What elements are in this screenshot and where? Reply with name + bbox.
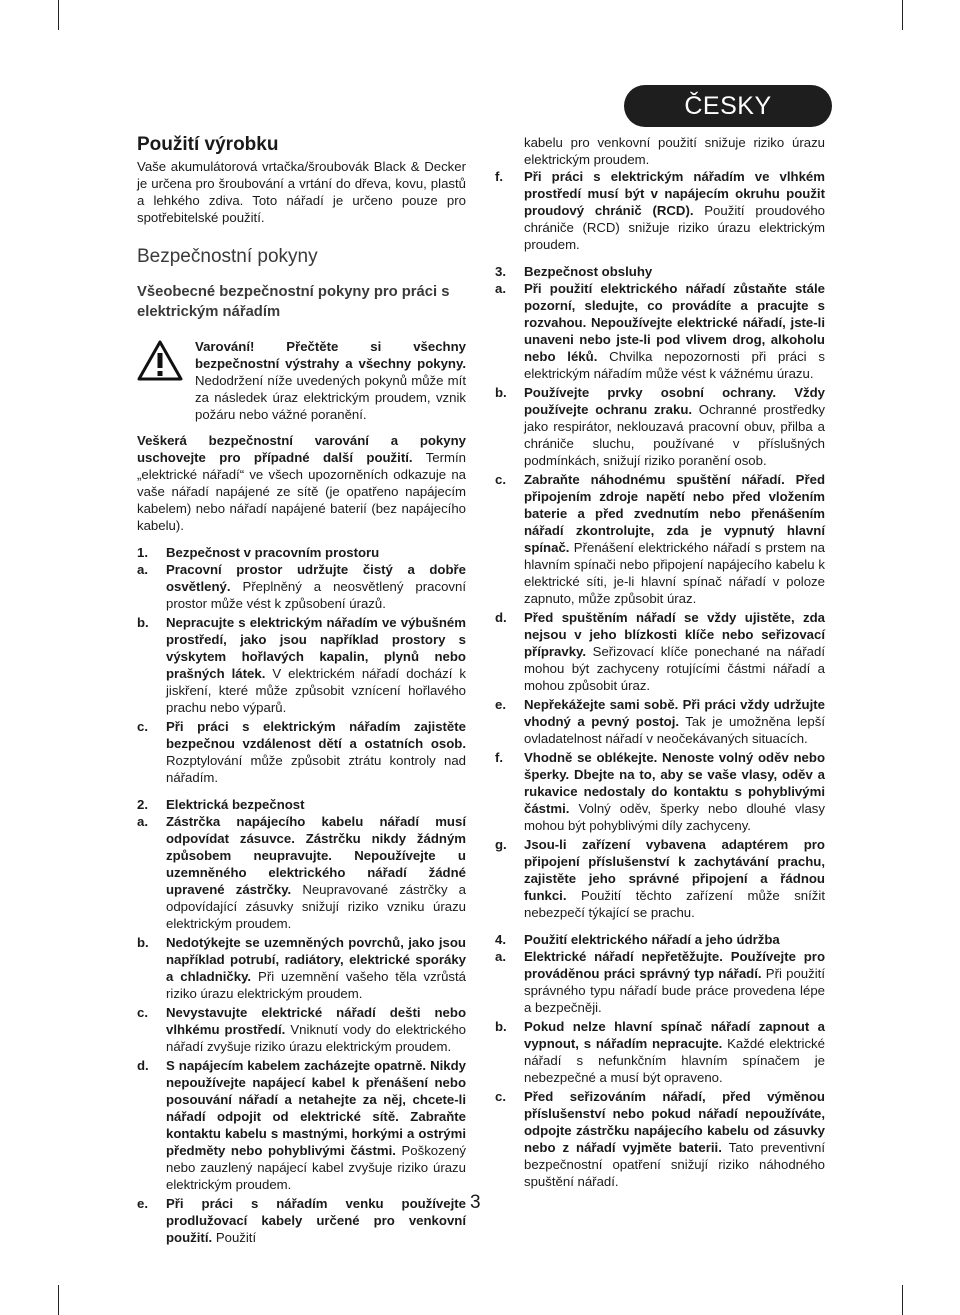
item-bold-text: Elektrické nářadí nepřetěžujte. Používejte pro prováděnou práci správný typ nářadí.	[524, 949, 825, 981]
warning-text: Nedodržení níže uvedených pokynů může mít za následek úraz elektrickým proudem, vznik požáru nebo vážné poranění.	[195, 373, 466, 422]
keep-text: Termín „elektrické nářadí“ ve všech upozorněních odkazuje na vaše nářadí napájené ze sítě (je opatřeno napájecím kabelem) nebo nářadí napájené baterií (bez napájecího kabelu).	[137, 450, 466, 533]
list-item	[137, 1004, 466, 1055]
item-text	[524, 471, 825, 607]
title-safety: Bezpečnostní pokyny	[137, 246, 318, 267]
item-label: c.	[137, 719, 148, 734]
item-body-text: Tato preventivní bezpečnostní opatření snižují riziko náhodného spuštění nářadí.	[524, 1140, 825, 1189]
item-body-text: Poškozený nebo zauzlený napájecí kabel zvyšuje riziko úrazu elektrickým proudem.	[166, 1143, 466, 1192]
section-number: 1.	[137, 545, 148, 560]
warning-paragraph	[195, 338, 466, 423]
item-bold-text: Pracovní prostor udržujte čistý a dobře osvětlený.	[166, 562, 466, 594]
item-bold-text: Před seřizováním nářadí, před výměnou příslušenství nebo pokud nářadí nepoužíváte, odpojte zástrčku napájecího kabelu od zásuvky nebo z nářadí vyjměte baterii.	[524, 1089, 825, 1155]
list-item	[495, 168, 825, 253]
section-number: 2.	[137, 797, 148, 812]
item-bold-text: S napájecím kabelem zacházejte opatrně. Nikdy nepoužívejte napájecí kabel k přenášení nebo posouvání nářadí a netahejte za něj, chcete-li nářadí odpojit od elektrické sítě. Zabraňte kontaktu kabelu s mastnými, horkými a ostrými předměty nebo pohyblivými částmi.	[166, 1058, 466, 1158]
item-bold-text: Při práci s nářadím venku používejte prodlužovací kabely určené pro venkovní použití.	[166, 1196, 466, 1245]
item-bold-text: Používejte prvky osobní ochrany. Vždy používejte ochranu zraku.	[524, 385, 825, 417]
list-item	[495, 836, 825, 921]
list-item	[495, 1018, 825, 1086]
list-item	[495, 471, 825, 607]
item-body-text: Použití	[212, 1230, 257, 1245]
warning-bold-text: Varování! Přečtěte si všechny bezpečnostní výstrahy a všechny pokyny.	[195, 339, 466, 371]
item-text	[524, 749, 825, 834]
item-bold-text: Pokud nelze hlavní spínač nářadí zapnout a vypnout, s nářadím nepracujte.	[524, 1019, 825, 1051]
item-label: c.	[495, 1089, 506, 1104]
item-body-text: Při použití správného typu nářadí bude práce provedena lépe a bezpečněji.	[524, 966, 825, 1015]
item-body-text: Rozptylování může způsobit ztrátu kontroly nad nářadím.	[166, 753, 466, 785]
item-body-text: Seřizovací klíče ponechané na nářadí mohou být zachyceny rotujícími částmi nářadí a mohou způsobit úraz.	[524, 644, 825, 693]
list-item	[137, 934, 466, 1002]
item-body-text: Přeplněný a neosvětlený pracovní prostor může vést k způsobení úrazů.	[166, 579, 466, 611]
item-label: a.	[137, 562, 148, 577]
item-bold-text: Vhodně se oblékejte. Nenoste volný oděv nebo šperky. Dbejte na to, aby se vaše vlasy, oděv a rukavice nedostaly do kontaktu s pohyblivými částmi.	[524, 750, 825, 816]
item-label: f.	[495, 750, 504, 765]
list-item	[495, 1088, 825, 1190]
crop-mark	[58, 1285, 59, 1315]
list-item	[137, 1057, 466, 1193]
section-title: Elektrická bezpečnost	[166, 797, 305, 812]
item-text	[166, 934, 466, 1002]
keep-bold-text: Veškerá bezpečnostní varování a pokyny uschovejte pro případné další použití.	[137, 433, 466, 465]
item-text	[166, 718, 466, 786]
continuation-text: kabelu pro venkovní použití snižuje riziko úrazu elektrickým proudem.	[524, 135, 825, 167]
item-body-text: Chvilka nepozornosti při práci s elektrickým nářadím může vést k vážnému úrazu.	[524, 349, 826, 381]
item-label: d.	[495, 610, 507, 625]
section-1-heading	[137, 544, 466, 561]
item-label: e.	[137, 1196, 148, 1211]
item-label: g.	[495, 837, 507, 852]
product-use-text: Vaše akumulátorová vrtačka/šroubovák Black & Decker je určena pro šroubování a vrtání do dřeva, kovu, plastů a lehkého zdiva. Toto nářadí je určeno pouze pro spotřebitelské použití.	[137, 159, 466, 225]
item-bold-text: Zabraňte náhodnému spuštění nářadí. Před připojením zdroje napětí nebo před vložením baterie a před zvednutím nebo přenášením nářadí zkontrolujte, zda je vypnutý hlavní spínač.	[524, 472, 825, 555]
item-body-text: Každé elektrické nářadí s nefunkčním hlavním spínačem je nebezpečné a musí být opraveno.	[524, 1036, 825, 1085]
item-label: a.	[495, 281, 506, 296]
item-text	[524, 1018, 825, 1086]
language-badge: ČESKY	[624, 85, 832, 127]
item-bold-text: Nevystavujte elektrické nářadí dešti nebo vlhkému prostředí.	[166, 1005, 466, 1037]
item-text	[166, 1195, 466, 1246]
item-bold-text: Nepřekážejte sami sobě. Při práci vždy udržujte vhodný a pevný postoj.	[524, 697, 825, 729]
item-body-text: Ochranné prostředky jako respirátor, neklouzavá pracovní obuv, přilba a chrániče sluchu, používané v příslušných podmínkách, snižují riziko poranění osob.	[524, 402, 826, 468]
item-label: b.	[495, 385, 507, 400]
item-body-text: Neupravované zástrčky a odpovídající zásuvky snižují riziko vzniku úrazu elektrickým proudem.	[166, 882, 466, 931]
list-item	[137, 1195, 466, 1246]
item-text	[524, 836, 825, 921]
item-bold-text: Nepracujte s elektrickým nářadím ve výbušném prostředí, jako jsou například prostory s výskytem hořlavých kapalin, plynů nebo prašných látek.	[166, 615, 466, 681]
list-item	[137, 718, 466, 786]
item-bold-text: Zástrčka napájecího kabelu nářadí musí odpovídat zásuvce. Zástrčku nikdy žádným způsobem neupravujte. Nepoužívejte u uzemněného elektrického nářadí žádné upravené zástrčky.	[166, 814, 466, 897]
item-label: c.	[495, 472, 506, 487]
item-label: b.	[495, 1019, 507, 1034]
list-item	[495, 948, 825, 1016]
item-bold-text: Před spuštěním nářadí se vždy ujistěte, zda nejsou v jeho blízkosti klíče nebo seřizovací přípravky.	[524, 610, 825, 659]
item-body-text: Přenášení elektrického nářadí s prstem na hlavním spínači nebo připojení napájecího kabelu k elektrické síti, je-li hlavní spínač nářadí v poloze zapnuto, může způsobit úraz.	[524, 540, 825, 606]
item-body-text: Použití proudového chrániče (RCD) snižuje riziko úrazu elektrickým proudem.	[524, 203, 825, 252]
crop-mark	[58, 0, 59, 30]
section-number: 4.	[495, 932, 506, 947]
section-3-heading	[495, 263, 825, 280]
left-column	[137, 134, 466, 1246]
item-text	[166, 1004, 466, 1055]
item-text	[166, 614, 466, 716]
item-text	[524, 696, 825, 747]
crop-mark	[902, 1285, 903, 1315]
list-item	[495, 384, 825, 469]
list-item	[137, 614, 466, 716]
item-body-text: Tak je umožněna lepší ovladatelnost nářadí v neočekávaných situacích.	[524, 714, 825, 746]
item-text	[166, 561, 466, 612]
item-body-text: Volný oděv, šperky nebo dlouhé vlasy mohou být pohyblivými díly zachyceny.	[524, 801, 825, 833]
item-label: d.	[137, 1058, 149, 1073]
list-item-continuation	[495, 134, 825, 168]
item-text	[524, 280, 825, 382]
item-text	[524, 1088, 825, 1190]
section-number: 3.	[495, 264, 506, 279]
item-bold-text: Při práci s elektrickým nářadím ve vlhkém prostředí musí být v napájecím okruhu použit proudový chránič (RCD).	[524, 169, 825, 218]
item-bold-text: Jsou-li zařízení vybavena adaptérem pro připojení příslušenství k zachytávání prachu, zajistěte jeho správné připojení a řádnou funkci.	[524, 837, 825, 903]
warning-triangle-icon	[137, 340, 183, 381]
item-label: a.	[495, 949, 506, 964]
section-title: Bezpečnost obsluhy	[524, 264, 653, 279]
list-item	[137, 561, 466, 612]
item-label: b.	[137, 935, 149, 950]
right-column	[495, 134, 825, 1190]
item-text	[166, 813, 466, 932]
crop-mark	[902, 0, 903, 30]
item-label: e.	[495, 697, 506, 712]
item-bold-text: Při použití elektrického nářadí zůstaňte stále pozorní, sledujte, co provádíte a pracujte s rozvahou. Nepoužívejte elektrické nářadí, jste-li unaveni nebo jste-li pod vlivem drog, alkoholu nebo léků.	[524, 281, 825, 364]
item-text	[524, 609, 825, 694]
list-item	[495, 749, 825, 834]
subtitle-general-safety: Všeobecné bezpečnostní pokyny pro práci s elektrickým nářadím	[137, 284, 450, 320]
item-text	[524, 948, 825, 1016]
item-label: c.	[137, 1005, 148, 1020]
item-text	[524, 168, 825, 253]
section-2-heading	[137, 796, 466, 813]
list-item	[495, 696, 825, 747]
section-title: Bezpečnost v pracovním prostoru	[166, 545, 380, 560]
section-4-heading	[495, 931, 825, 948]
list-item	[495, 609, 825, 694]
item-text	[166, 1057, 466, 1193]
warning-block	[137, 338, 466, 423]
item-text	[524, 384, 825, 469]
item-body-text: Použití těchto zařízení může snížit nebezpečí týkající se prachu.	[524, 888, 825, 920]
page-number: 3	[470, 1192, 481, 1213]
item-label: f.	[495, 169, 504, 184]
list-item	[137, 813, 466, 932]
item-label: b.	[137, 615, 149, 630]
item-body-text: Při uzemnění vašeho těla vzrůstá riziko úrazu elektrickým proudem.	[166, 969, 466, 1001]
item-body-text: V elektrickém nářadí dochází k jiskření, které může způsobit vznícení hořlavého prachu nebo výparů.	[166, 666, 466, 715]
item-body-text: Vniknutí vody do elektrického nářadí zvyšuje riziko úrazu elektrickým proudem.	[166, 1022, 466, 1054]
list-item	[495, 280, 825, 382]
item-label: a.	[137, 814, 148, 829]
item-bold-text: Při práci s elektrickým nářadím zajistěte bezpečnou vzdálenost dětí a ostatních osob.	[166, 719, 466, 751]
item-bold-text: Nedotýkejte se uzemněných povrchů, jako jsou například potrubí, radiátory, elektrické sporáky a chladničky.	[166, 935, 466, 984]
title-product-use: Použití výrobku	[137, 134, 279, 155]
section-title: Použití elektrického nářadí a jeho údržba	[524, 932, 780, 947]
keep-instructions-paragraph	[137, 432, 466, 534]
